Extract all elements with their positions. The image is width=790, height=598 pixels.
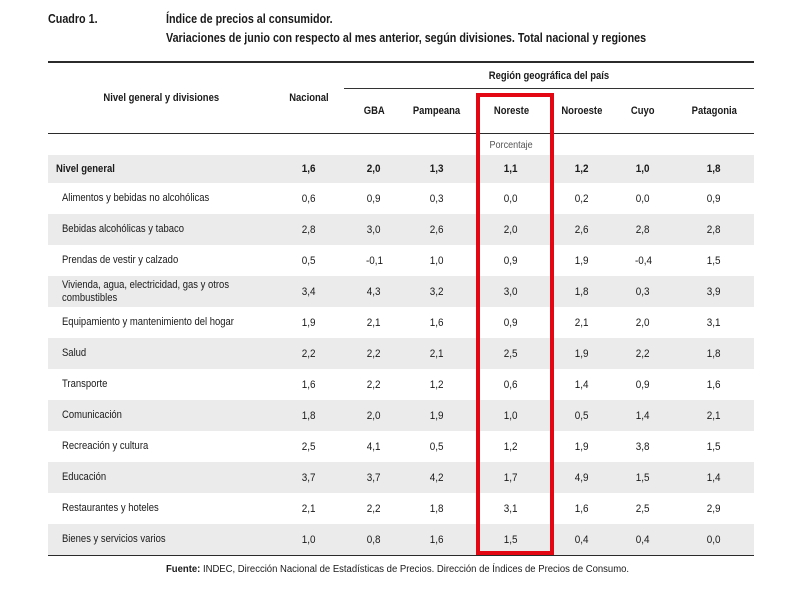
table-row — [48, 214, 754, 245]
cell-value: 2,2 — [274, 338, 344, 369]
cell-value: 1,8 — [674, 155, 754, 183]
cell-value: 1,0 — [430, 254, 444, 267]
cell-value: 0,4 — [552, 524, 612, 556]
cell-value: 3,0 — [344, 214, 404, 245]
cell-value: 2,8 — [612, 214, 674, 245]
table-row — [48, 524, 754, 556]
cell-value: 0,5 — [552, 400, 612, 431]
cell-value: 2,5 — [636, 502, 650, 515]
cell-value: 1,6 — [302, 378, 316, 391]
cell-value: 4,1 — [367, 440, 381, 453]
cell-value: 2,0 — [344, 400, 404, 431]
table-number: Cuadro 1. — [48, 12, 98, 26]
table-subtitle: Variaciones de junio con respecto al mes anterior, según divisiones. Total nacional y regiones — [166, 31, 647, 45]
table-row — [48, 462, 754, 493]
source-label: Fuente: — [166, 564, 201, 575]
region-group-header: Región geográfica del país — [344, 63, 754, 89]
cell-value: 0,9 — [367, 192, 381, 205]
cell-value: 3,9 — [674, 276, 754, 307]
table-row — [48, 369, 754, 400]
row-label: Alimentos y bebidas no alcohólicas — [62, 192, 210, 204]
row-label: Educación — [48, 462, 274, 493]
row-label: Restaurantes y hoteles — [62, 502, 159, 514]
cell-value: 3,7 — [344, 462, 404, 493]
region-header-noreste: Noreste — [470, 89, 552, 134]
cell-value: 2,2 — [367, 502, 381, 515]
cell-value: 2,0 — [470, 214, 552, 245]
cell-value: 1,8 — [552, 276, 612, 307]
cell-value: 3,0 — [470, 276, 552, 307]
cell-value: 1,4 — [575, 378, 589, 391]
cell-value: 1,3 — [404, 155, 470, 183]
cell-value: 0,3 — [430, 192, 444, 205]
cpi-table-container — [48, 61, 754, 556]
cell-value: 1,6 — [404, 524, 470, 556]
row-label: Comunicación — [48, 400, 274, 431]
cell-value: 1,4 — [674, 462, 754, 493]
table-row — [48, 276, 754, 307]
cell-value: 2,1 — [302, 502, 316, 515]
cell-value: 3,8 — [636, 440, 650, 453]
table-row — [48, 493, 754, 524]
row-label: Equipamiento y mantenimiento del hogar — [62, 316, 234, 328]
cell-value: 0,6 — [504, 378, 518, 391]
cell-value: 0,5 — [430, 440, 444, 453]
region-header-patagonia: Patagonia — [674, 89, 754, 134]
cell-value: 0,0 — [674, 524, 754, 556]
table-row — [48, 245, 754, 276]
cell-value: 1,6 — [575, 502, 589, 515]
cell-value: 0,9 — [636, 378, 650, 391]
table-row — [48, 338, 754, 369]
cell-value: 2,8 — [674, 214, 754, 245]
row-label: Salud — [48, 338, 274, 369]
row-label: Vivienda, agua, electricidad, gas y otros combustibles — [48, 276, 274, 307]
cell-value: 1,2 — [430, 378, 444, 391]
cell-value: 1,5 — [707, 440, 721, 453]
cell-value: 1,9 — [575, 440, 589, 453]
row-label: Nivel general — [48, 155, 274, 183]
cell-value: 0,5 — [302, 254, 316, 267]
cell-value: 0,9 — [707, 192, 721, 205]
cell-value: 1,0 — [612, 155, 674, 183]
cell-value: 2,6 — [552, 214, 612, 245]
cpi-table — [48, 61, 754, 556]
table-row — [48, 307, 754, 338]
cell-value: 2,9 — [707, 502, 721, 515]
cell-value: 2,8 — [274, 214, 344, 245]
cell-value: 2,2 — [344, 338, 404, 369]
table-title: Índice de precios al consumidor. — [166, 12, 333, 26]
cell-value: 2,1 — [674, 400, 754, 431]
cell-value: 3,1 — [504, 502, 518, 515]
cell-value: 0,9 — [504, 316, 518, 329]
region-header-cuyo: Cuyo — [612, 89, 674, 134]
row-label: Recreación y cultura — [62, 440, 149, 452]
cell-value: 1,9 — [302, 316, 316, 329]
cell-value: 0,2 — [575, 192, 589, 205]
cell-value: 0,4 — [612, 524, 674, 556]
cell-value: 2,0 — [636, 316, 650, 329]
region-header-noroeste: Noroeste — [552, 89, 612, 134]
cell-value: 3,1 — [707, 316, 721, 329]
cell-value: 1,2 — [552, 155, 612, 183]
cell-value: 1,9 — [575, 254, 589, 267]
cell-value: 2,6 — [404, 214, 470, 245]
cell-value: 1,6 — [274, 155, 344, 183]
region-header-pampeana: Pampeana — [404, 89, 470, 134]
cell-value: 2,5 — [302, 440, 316, 453]
cell-value: 0,3 — [612, 276, 674, 307]
cell-value: 0,9 — [504, 254, 518, 267]
cell-value: 4,3 — [344, 276, 404, 307]
cell-value: 3,2 — [404, 276, 470, 307]
cell-value: 2,1 — [404, 338, 470, 369]
cell-value: 4,2 — [404, 462, 470, 493]
cell-value: 1,5 — [612, 462, 674, 493]
cell-value: 1,7 — [470, 462, 552, 493]
cell-value: 2,2 — [367, 378, 381, 391]
cell-value: 2,1 — [575, 316, 589, 329]
cell-value: -0,1 — [365, 254, 383, 267]
source-text: INDEC, Dirección Nacional de Estadísticas de Precios. Dirección de Índices de Precios de Consumo. — [200, 564, 630, 575]
cell-value: 1,9 — [404, 400, 470, 431]
cell-value: 1,8 — [430, 502, 444, 515]
label-column-header: Nivel general y divisiones — [48, 63, 274, 134]
cell-value: 1,9 — [552, 338, 612, 369]
row-label: Bienes y servicios varios — [48, 524, 274, 556]
region-header-gba: GBA — [344, 89, 404, 134]
cell-value: 1,0 — [274, 524, 344, 556]
cell-value: 1,4 — [612, 400, 674, 431]
row-label: Transporte — [62, 378, 108, 390]
nacional-column-header: Nacional — [274, 63, 344, 134]
row-label: Bebidas alcohólicas y tabaco — [48, 214, 274, 245]
source-note — [166, 564, 629, 575]
cell-value: 2,5 — [470, 338, 552, 369]
table-row — [48, 183, 754, 214]
cell-value: 0,0 — [636, 192, 650, 205]
cell-value: 1,6 — [707, 378, 721, 391]
cell-value: 2,2 — [612, 338, 674, 369]
table-row — [48, 400, 754, 431]
cell-value: 1,8 — [674, 338, 754, 369]
cell-value: 3,4 — [274, 276, 344, 307]
cell-value: 0,8 — [344, 524, 404, 556]
cell-value: 2,1 — [367, 316, 381, 329]
cell-value: 0,0 — [504, 192, 518, 205]
table-row — [48, 431, 754, 462]
cell-value: 1,0 — [470, 400, 552, 431]
cell-value: 2,0 — [344, 155, 404, 183]
unit-note: Porcentaje — [489, 138, 533, 151]
row-label: Prendas de vestir y calzado — [62, 254, 179, 266]
cell-value: 1,2 — [504, 440, 518, 453]
nivel-general-row — [48, 155, 754, 183]
cell-value: 4,9 — [552, 462, 612, 493]
cell-value: -0,4 — [634, 254, 652, 267]
cell-value: 1,8 — [274, 400, 344, 431]
cell-value: 1,6 — [430, 316, 444, 329]
cell-value: 1,1 — [470, 155, 552, 183]
cell-value: 3,7 — [274, 462, 344, 493]
cell-value: 1,5 — [470, 524, 552, 556]
cell-value: 0,6 — [302, 192, 316, 205]
cell-value: 1,5 — [707, 254, 721, 267]
